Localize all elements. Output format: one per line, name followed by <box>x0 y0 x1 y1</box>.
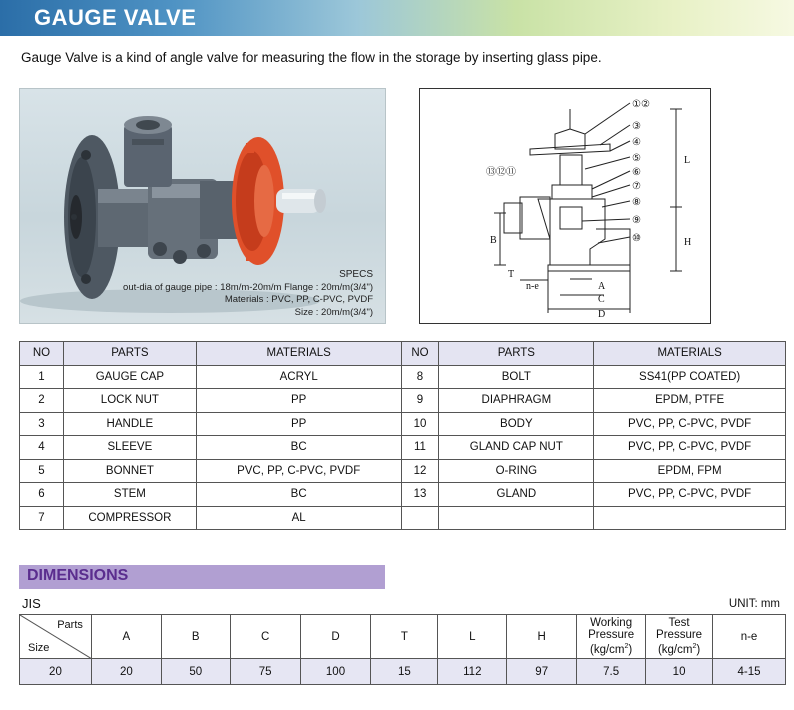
table-cell: 4 <box>20 436 64 460</box>
callout-9: ⑨ <box>632 215 641 226</box>
table-cell <box>401 506 439 530</box>
table-cell: 20 <box>91 659 161 685</box>
header-materials: MATERIALS <box>196 342 401 366</box>
table-row <box>20 483 786 507</box>
table-cell: 7 <box>20 506 64 530</box>
dim-label-H: H <box>684 237 692 248</box>
callout-7: ⑦ <box>632 181 641 192</box>
callout-8: ⑧ <box>632 197 641 208</box>
header-no: NO <box>20 342 64 366</box>
specs-block <box>123 269 373 319</box>
table-cell: LOCK NUT <box>63 389 196 413</box>
header-working-pressure <box>577 615 646 659</box>
specs-line-1: out-dia of gauge pipe : 18m/m-20m/m Flange : 20m/m(3/4") <box>123 281 373 293</box>
table-row <box>20 436 786 460</box>
table-row <box>20 412 786 436</box>
table-cell: HANDLE <box>63 412 196 436</box>
table-cell: GAUGE CAP <box>63 365 196 389</box>
unit-label: UNIT: mm <box>728 598 780 610</box>
table-cell: 13 <box>401 483 439 507</box>
table-cell: DIAPHRAGM <box>439 389 594 413</box>
header-L: L <box>438 615 507 659</box>
table-cell: 100 <box>300 659 371 685</box>
table-cell: STEM <box>63 483 196 507</box>
dim-label-D: D <box>598 309 606 320</box>
table-cell <box>439 506 594 530</box>
tp-line-2: Pressure <box>656 629 703 642</box>
table-cell: 12 <box>401 459 439 483</box>
parts-table-header <box>20 342 786 366</box>
dim-label-ne: n-e <box>526 281 539 292</box>
table-cell: 6 <box>20 483 64 507</box>
header-H: H <box>507 615 577 659</box>
table-cell: 1 <box>20 365 64 389</box>
table-cell: 8 <box>401 365 439 389</box>
dim-label-L: L <box>684 155 691 166</box>
dim-label-A: A <box>598 281 606 292</box>
header-parts-2: PARTS <box>439 342 594 366</box>
header-C: C <box>230 615 300 659</box>
wp-unit: (kg/cm <box>589 643 625 656</box>
table-row <box>20 506 786 530</box>
header-A: A <box>91 615 161 659</box>
header-ne: n-e <box>713 615 786 659</box>
parts-table <box>19 341 786 530</box>
table-cell: 15 <box>371 659 438 685</box>
header-no-2: NO <box>401 342 439 366</box>
tp-line-1: Test <box>668 617 690 630</box>
table-cell: 20 <box>20 659 92 685</box>
header-B: B <box>161 615 230 659</box>
table-cell: 112 <box>438 659 507 685</box>
tp-unit: (kg/cm <box>657 643 693 656</box>
wp-line-1: Working <box>590 617 633 630</box>
table-row <box>20 459 786 483</box>
table-cell: 75 <box>230 659 300 685</box>
callout-4: ④ <box>632 137 641 148</box>
callout-5: ⑤ <box>632 153 641 164</box>
table-cell: EPDM, FPM <box>594 459 786 483</box>
tp-close: ) <box>696 643 701 656</box>
table-cell: PVC, PP, C-PVC, PVDF <box>594 483 786 507</box>
specs-line-3: Size : 20m/m(3/4") <box>294 306 373 318</box>
table-cell: 50 <box>161 659 230 685</box>
dimensions-heading-bar <box>19 565 385 589</box>
table-cell: 5 <box>20 459 64 483</box>
tp-sup: 2 <box>692 643 697 651</box>
table-cell: AL <box>196 506 401 530</box>
header-D: D <box>300 615 371 659</box>
tp-line-3 <box>646 641 712 656</box>
table-cell: EPDM, PTFE <box>594 389 786 413</box>
table-cell: PVC, PP, C-PVC, PVDF <box>594 412 786 436</box>
table-cell: BODY <box>439 412 594 436</box>
table-cell: PP <box>196 412 401 436</box>
header-parts: PARTS <box>63 342 196 366</box>
dim-label-T: T <box>508 269 515 280</box>
technical-drawing <box>419 88 711 324</box>
table-cell: BC <box>196 483 401 507</box>
callout-13-12-11: ⑬⑫⑪ <box>486 167 516 178</box>
table-cell: BONNET <box>63 459 196 483</box>
intro-text: Gauge Valve is a kind of angle valve for measuring the flow in the storage by inserting glass pipe. <box>21 50 602 65</box>
table-cell: 9 <box>401 389 439 413</box>
table-row <box>20 389 786 413</box>
wp-line-2: Pressure <box>588 629 635 642</box>
page-title: GAUGE VALVE <box>34 5 197 30</box>
wp-close: ) <box>628 643 633 656</box>
callout-6: ⑥ <box>632 167 641 178</box>
callout-3: ③ <box>632 121 641 132</box>
corner-size-label: Size <box>28 642 50 654</box>
table-cell: COMPRESSOR <box>63 506 196 530</box>
corner-parts-label: Parts <box>57 619 83 631</box>
header-T: T <box>371 615 438 659</box>
table-row <box>20 659 786 685</box>
wp-line-3 <box>577 641 645 656</box>
table-cell: BOLT <box>439 365 594 389</box>
dim-label-B: B <box>490 235 497 246</box>
table-cell: PVC, PP, C-PVC, PVDF <box>594 436 786 460</box>
corner-cell <box>20 615 92 659</box>
callout-1-2: ①② <box>632 99 650 110</box>
table-row <box>20 365 786 389</box>
standard-label: JIS <box>22 596 41 611</box>
table-cell: SS41(PP COATED) <box>594 365 786 389</box>
table-cell: 2 <box>20 389 64 413</box>
table-cell: BC <box>196 436 401 460</box>
table-cell: SLEEVE <box>63 436 196 460</box>
wp-sup: 2 <box>624 643 629 651</box>
header-materials-2: MATERIALS <box>594 342 786 366</box>
table-cell: 3 <box>20 412 64 436</box>
table-cell: 4-15 <box>713 659 786 685</box>
dim-label-C: C <box>598 294 605 305</box>
table-cell <box>594 506 786 530</box>
table-cell: 7.5 <box>577 659 646 685</box>
product-photo <box>19 88 386 324</box>
table-cell: 97 <box>507 659 577 685</box>
cross-section-drawing <box>420 89 712 325</box>
specs-line-2: Materials : PVC, PP, C-PVC, PVDF <box>224 294 373 305</box>
table-cell: O-RING <box>439 459 594 483</box>
dimensions-header-row <box>20 615 786 659</box>
callout-10: ⑩ <box>632 233 641 244</box>
table-cell: GLAND <box>439 483 594 507</box>
table-cell: 11 <box>401 436 439 460</box>
table-cell: PVC, PP, C-PVC, PVDF <box>196 459 401 483</box>
header-banner <box>0 0 794 36</box>
table-cell: ACRYL <box>196 365 401 389</box>
table-cell: PP <box>196 389 401 413</box>
specs-title: SPECS <box>339 269 373 280</box>
dimensions-heading: DIMENSIONS <box>27 567 129 584</box>
dimensions-table <box>19 614 786 685</box>
header-test-pressure <box>646 615 713 659</box>
table-cell: 10 <box>646 659 713 685</box>
table-cell: GLAND CAP NUT <box>439 436 594 460</box>
table-cell: 10 <box>401 412 439 436</box>
